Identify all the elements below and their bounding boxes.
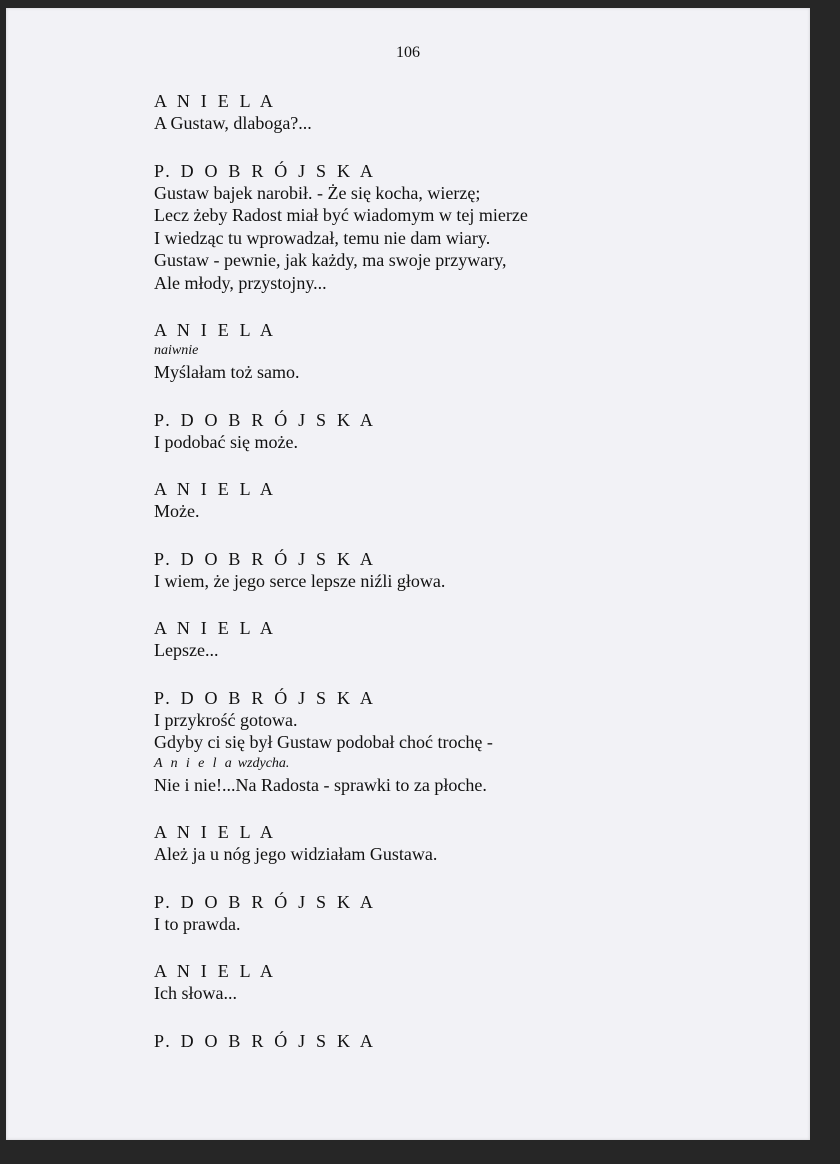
speaker-name: P. D O B R Ó J S K A xyxy=(154,160,377,181)
dialogue-line: I to prawda. xyxy=(154,913,241,934)
speaker-name: P. D O B R Ó J S K A xyxy=(154,409,377,430)
dialogue-line: I podobać się może. xyxy=(154,431,298,452)
dialogue-line: Gdyby ci się był Gustaw podobał choć trochę - xyxy=(154,732,493,752)
dialogue-line: Nie i nie!...Na Radosta - sprawki to za płoche. xyxy=(154,774,487,795)
dialogue-line: Ależ ja u nóg jego widziałam Gustawa. xyxy=(154,844,438,864)
dialogue-line: Może. xyxy=(154,501,200,521)
dialogue-line: I przykrość gotowa. xyxy=(154,709,298,730)
dialogue-block xyxy=(154,617,774,662)
dialogue-content xyxy=(154,90,774,1077)
dialogue-line: A Gustaw, dlaboga?... xyxy=(154,113,312,133)
dialogue-block xyxy=(154,548,774,593)
speaker-name: A N I E L A xyxy=(154,320,277,340)
dialogue-line: I wiem, że jego serce lepsze niźli głowa. xyxy=(154,570,446,591)
dialogue-block xyxy=(154,821,774,866)
dialogue-line: Lepsze... xyxy=(154,640,219,660)
stage-direction: naiwnie xyxy=(154,343,199,358)
speaker-name: A N I E L A xyxy=(154,822,277,842)
dialogue-line: Lecz żeby Radost miał być wiadomym w tej mierze xyxy=(154,205,528,225)
dialogue-block xyxy=(154,478,774,523)
speaker-name: P. D O B R Ó J S K A xyxy=(154,1030,377,1051)
speaker-name: A N I E L A xyxy=(154,91,277,111)
speaker-name: P. D O B R Ó J S K A xyxy=(154,687,377,708)
speaker-name: P. D O B R Ó J S K A xyxy=(154,891,377,912)
stage-direction xyxy=(154,754,774,774)
dialogue-line: I wiedząc tu wprowadzał, temu nie dam wiary. xyxy=(154,227,491,248)
dialogue-line: Ale młody, przystojny... xyxy=(154,272,327,293)
stage-direction-action: wzdycha. xyxy=(237,755,290,771)
dialogue-line: Gustaw bajek narobił. - Że się kocha, wierzę; xyxy=(154,182,481,203)
dialogue-line: Gustaw - pewnie, jak każdy, ma swoje przywary, xyxy=(154,250,507,270)
dialogue-block xyxy=(154,960,774,1005)
dialogue-block xyxy=(154,409,774,454)
stage-direction-character: A n i e l a xyxy=(154,755,235,771)
page-number: 106 xyxy=(396,44,420,61)
dialogue-block xyxy=(154,90,774,135)
dialogue-block xyxy=(154,319,774,384)
speaker-name: A N I E L A xyxy=(154,479,277,499)
dialogue-line: Myślałam toż samo. xyxy=(154,362,300,382)
dialogue-block xyxy=(154,1030,774,1052)
speaker-name: A N I E L A xyxy=(154,618,277,638)
document-page xyxy=(6,8,810,1140)
speaker-name: P. D O B R Ó J S K A xyxy=(154,548,377,569)
speaker-name: A N I E L A xyxy=(154,961,277,981)
dialogue-block xyxy=(154,687,774,797)
dialogue-block xyxy=(154,891,774,936)
dialogue-line: Ich słowa... xyxy=(154,983,237,1003)
dialogue-block xyxy=(154,160,774,295)
